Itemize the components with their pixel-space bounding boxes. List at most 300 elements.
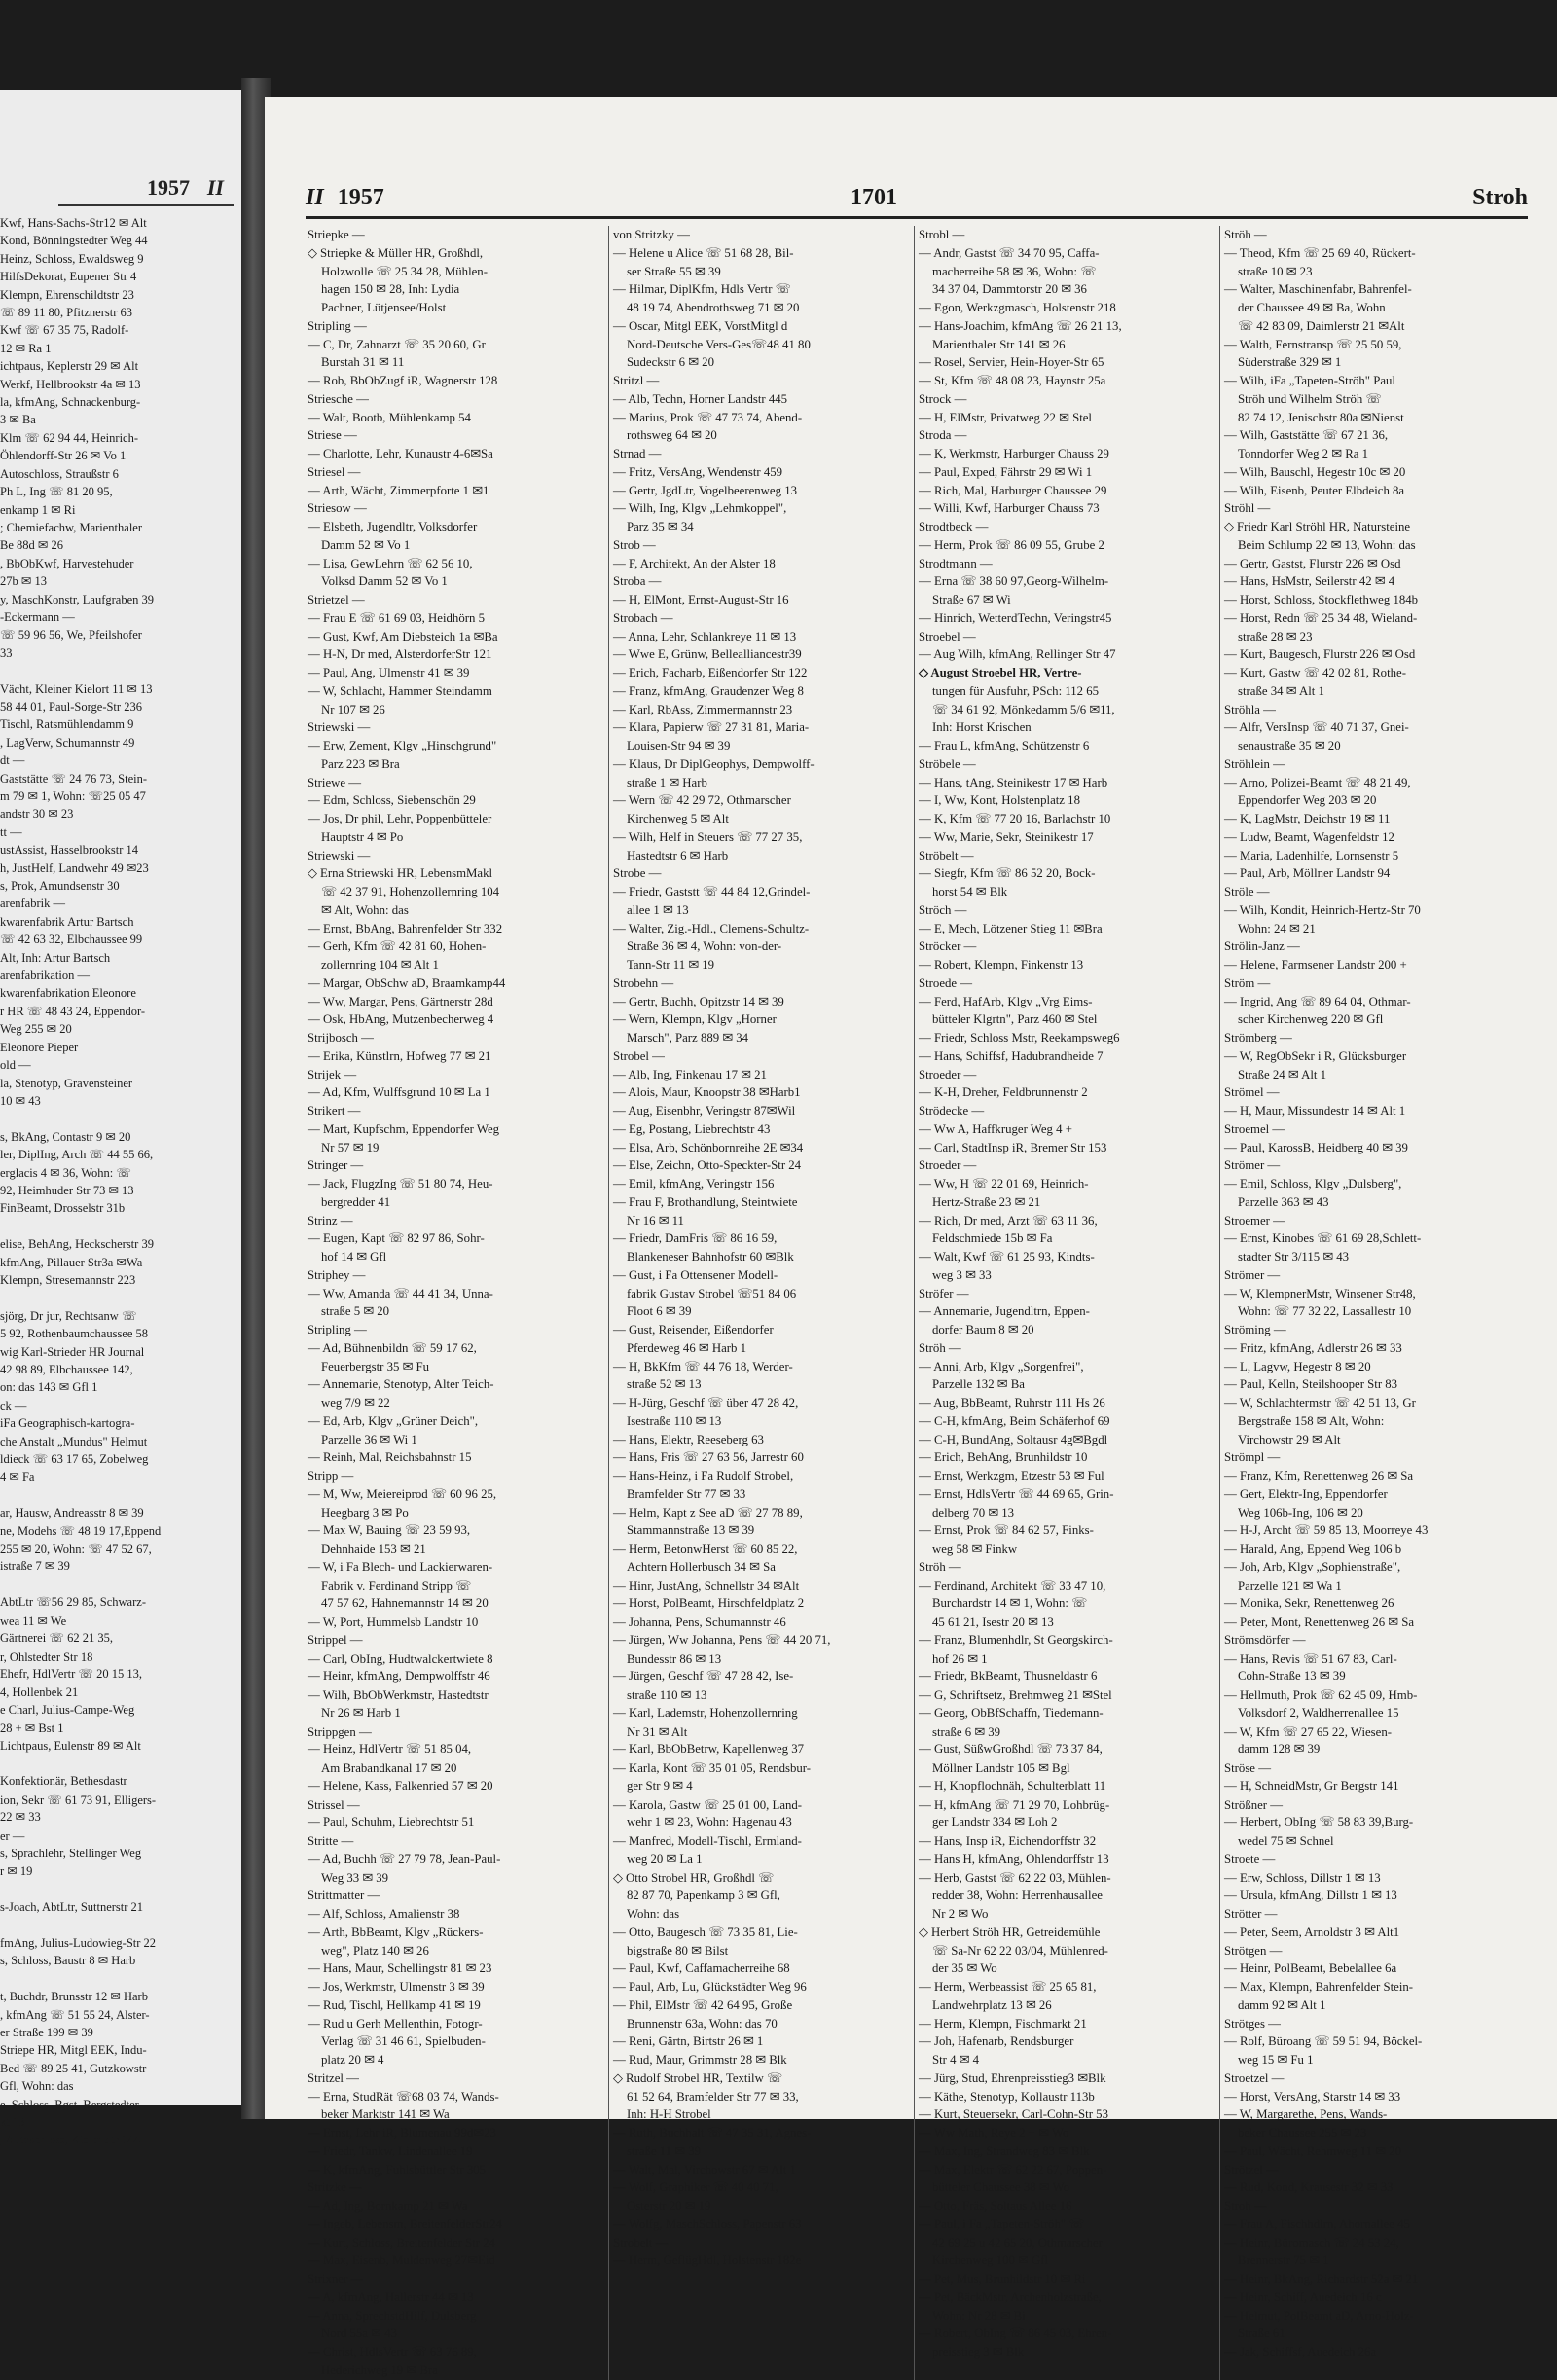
directory-entry: — Wolf, Graphiker ☏ 40 40 71, (613, 2180, 778, 2195)
directory-entry: Nr 57 ✉ 19 (321, 1140, 380, 1154)
previous-page-line: Be 88d ✉ 26 (0, 538, 63, 553)
directory-entry: — Kurt, Schloss, Breitenfelder Str 24 (308, 2235, 495, 2250)
previous-page-line: tt — (0, 824, 22, 839)
surname-heading: Strixner — (308, 2272, 364, 2286)
surname-heading: Stritzke — (308, 2180, 362, 2195)
directory-entry: — Andr, Gastst ☏ 34 70 95, Caffa- (919, 245, 1100, 260)
previous-page-line: arenfabrik — (0, 897, 65, 911)
previous-page-line: ion, Sekr ☏ 61 73 91, Elligers- (0, 1792, 157, 1807)
directory-entry: — Ww Math, Reye 2 + ✉ Wo (919, 2126, 1069, 2140)
directory-entry: — W, Port, Hummelsb Landstr 10 (308, 1615, 479, 1629)
directory-entry: Nord 55a ✉ 43 (321, 2326, 397, 2341)
directory-entry: — Arth, Wächt, Zimmerpforte 1 ✉1 (308, 483, 489, 497)
surname-heading: Strinz — (308, 1213, 353, 1227)
directory-entry: — Herbert, ObIng ☏ 58 83 39,Burg- (1224, 1815, 1414, 1830)
directory-entry: Dehnhaide 153 ✉ 21 (321, 1542, 426, 1556)
directory-entry: Wohn: 24 ✉ 21 (1238, 921, 1316, 935)
directory-entry: — Frau A, Fischhdlrn, Ahornallee 45 (1224, 2216, 1410, 2231)
previous-page-line (0, 1110, 234, 1127)
directory-entry: — Erika, Künstlrn, Hofweg 77 ✉ 21 (308, 1048, 491, 1063)
directory-entry: — E, Mech, Lötzener Stieg 11 ✉Bra (919, 921, 1103, 935)
directory-entry: — Max W, Bauing ☏ 23 59 93, (308, 1523, 471, 1538)
directory-entry: preisstieg 3 ✉ Blk (932, 2345, 1025, 2359)
directory-entry: — K-H, Dreher, Feldbrunnenstr 2 (919, 1085, 1088, 1100)
directory-entry: beker Chaussee 255 ✉ 23 (1238, 2126, 1367, 2140)
directory-entry: — Walt, Bootb, Mühlenkamp 54 (308, 410, 471, 424)
surname-heading: Strömel — (1224, 1085, 1280, 1100)
directory-entry: — H-J, Archt ☏ 59 85 13, Moorreye 43 (1224, 1523, 1429, 1538)
directory-entry: — I, Ww, Kont, Holstenplatz 18 (919, 793, 1080, 808)
previous-page-line: 58 44 01, Paul-Sorge-Str 236 (0, 699, 142, 714)
previous-page-line: h, JustHelf, Landwehr 49 ✉23 (0, 860, 149, 875)
previous-page-line: Kond, Bönningstedter Weg 44 (0, 234, 148, 248)
directory-entry: — Otto, Fräs, Soltaus Allee 16 (919, 2199, 1072, 2213)
directory-entry: — M, Ww, Meiereiprod ☏ 60 96 25, (308, 1486, 497, 1501)
directory-entry: weg 20 ✉ La 1 (627, 1851, 703, 1866)
surname-heading: Ströse — (1224, 1761, 1271, 1775)
directory-entry: — Max, Eisenb, Muldenweg 27✉Eid (308, 2253, 495, 2268)
previous-page-line: , kfmAng ☏ 51 55 24, Alster- (0, 2007, 150, 2022)
directory-entry: — Kurt, Steuersekr, Carl-Cohn-Str 53 (919, 2107, 1108, 2122)
previous-page-line: ustAssist, Hasselbrookstr 14 (0, 843, 139, 858)
directory-entry: — Peter, Seem, Arnoldstr 3 ✉ Alt1 (1224, 1924, 1400, 1939)
surname-heading: Ströle — (1224, 885, 1270, 898)
directory-entry: — Gertr, Gastst, Flurstr 226 ✉ Osd (1224, 556, 1401, 570)
previous-page-line: 4, Hollenbek 21 (0, 1685, 79, 1700)
directory-entry: Hertz-Straße 23 ✉ 21 (932, 1194, 1041, 1209)
previous-page-line: FinBeamt, Drosselstr 31b (0, 1201, 126, 1216)
previous-page-line: istraße 7 ✉ 39 (0, 1559, 70, 1574)
directory-entry: — Phil, ElMstr ☏ 42 64 95, Große (613, 1997, 793, 2012)
directory-entry: — Franz, kfmAng, Graudenzer Weg 8 (613, 683, 804, 698)
surname-heading: Strodtmann — (919, 556, 993, 570)
directory-entry: 42 69 25 u 42 65 20, Othmarscher (932, 2235, 1103, 2250)
directory-entry: — Monika, Sekr, Renettenweg 26 (1224, 1596, 1394, 1611)
directory-entry: — Fritz, VersAng, Wendenstr 459 (613, 464, 783, 479)
directory-entry: — W, KlempnerMstr, Winsener Str48, (1224, 1286, 1416, 1300)
previous-page (0, 90, 244, 2147)
previous-page-line (0, 1881, 234, 1898)
surname-heading: Strissel — (308, 1797, 360, 1812)
directory-entry: — Helene, Farmsener Landstr 200 + (1224, 958, 1407, 971)
directory-entry: — Ad, Kfm, Wulffsgrund 10 ✉ La 1 (308, 1085, 490, 1100)
directory-entry: — Paul, Wächt, Rehmweg 11 ✉ 20 (1224, 2143, 1402, 2158)
directory-entry: — Ww, Margar, Pens, Gärtnerstr 28d (308, 994, 493, 1008)
previous-page-line: arenfabrikation — (0, 969, 90, 983)
surname-heading: Strittmatter — (308, 1888, 380, 1903)
directory-entry: — Wwe E, Grünw, Bellealliancestr39 (613, 647, 802, 662)
directory-entry: — Hinrich, WetterdTechn, Veringstr45 (919, 610, 1112, 625)
directory-entry: — Gert, Elektr-Ing, Eppendorfer (1224, 1486, 1388, 1501)
previous-page-line: Striepe HR, Mitgl EEK, Indu- (0, 2043, 147, 2058)
directory-entry: — Otto, Baugesch ☏ 73 35 81, Lie- (613, 1924, 798, 1939)
directory-entry: — Helene, Kass, Falkenried 57 ✉ 20 (308, 1778, 493, 1793)
directory-entry: Str 4 ✉ 4 (932, 2053, 980, 2067)
directory-entry: Burchardstr 14 ✉ 1, Wohn: ☏ (932, 1596, 1088, 1611)
directory-entry: — Johanna, Pens, Schumannstr 46 (613, 1615, 786, 1629)
surname-heading: Strößner — (1224, 1797, 1284, 1812)
directory-entry: — Herb, Gastst ☏ 62 22 03, Mühlen- (919, 1870, 1111, 1885)
surname-heading: Stripp — (308, 1469, 354, 1483)
header-left (306, 185, 384, 211)
previous-page-line: elise, BehAng, Heckscherstr 39 (0, 1237, 154, 1252)
previous-page-line: 27b ✉ 13 (0, 574, 47, 589)
previous-page-line: 255 ✉ 20, Wohn: ☏ 47 52 67, (0, 1542, 152, 1556)
previous-page-header (58, 175, 234, 206)
directory-entry: — Paul, Arb, Möllner Landstr 94 (1224, 866, 1391, 881)
directory-entry: — Peter, Mont, Renettenweg 26 ✉ Sa (1224, 1615, 1415, 1629)
directory-entry: — Kurt, Gastw ☏ 42 02 81, Rothe- (1224, 666, 1406, 679)
previous-page-line: la, kfmAng, Schnackenburg- (0, 395, 141, 410)
column-2 (609, 226, 915, 2380)
surname-heading: Strodtbeck — (919, 520, 989, 533)
directory-entry: — Jos, Werkmstr, Ulmenstr 3 ✉ 39 (308, 1980, 485, 1994)
directory-entry: — Hans, Schiffsf, Hadubrandheide 7 (919, 1048, 1104, 1063)
directory-entry: — Paul, KarossB, Heidberg 40 ✉ 39 (1224, 1140, 1408, 1154)
directory-entry: — Marius, Prok ☏ 47 73 74, Abend- (613, 410, 803, 424)
directory-entry: Brunnenstr 63a, Wohn: das 70 (627, 2016, 778, 2031)
directory-entry: — Ernst, Lehr iR, Blumenau 99d✉23 (308, 2126, 496, 2140)
previous-page-line: iFa Geographisch-kartogra- (0, 1416, 135, 1431)
previous-page-line: 33 (0, 645, 13, 660)
directory-entry: — Wolfg, MaschSchloss, Papenstr 63 (613, 2216, 802, 2231)
directory-entry: ser Straße 55 ✉ 39 (627, 264, 721, 278)
previous-page-line: old — (0, 1058, 31, 1073)
surname-heading: Strobach — (613, 610, 673, 625)
directory-entry: hof 14 ✉ Gfl (321, 1250, 387, 1263)
previous-page-line: e Charl, Julius-Campe-Weg (0, 1703, 135, 1717)
surname-heading: Striese — (308, 428, 357, 443)
directory-entry: delberg 70 ✉ 13 (932, 1505, 1015, 1520)
surname-heading: Ströh — (919, 1340, 961, 1355)
previous-page-line: che Anstalt „Mundus" Helmut (0, 1434, 148, 1448)
directory-entry: — Gust, Reisender, Eißendorfer (613, 1323, 774, 1336)
previous-page-line: HilfsDekorat, Eupener Str 4 (0, 270, 137, 284)
surname-heading: Strötgen — (1224, 1943, 1283, 1958)
directory-entry: Eppendorfer Weg 203 ✉ 20 (1238, 793, 1377, 808)
directory-entry: — Ludw, Beamt, Wagenfeldstr 12 (1224, 829, 1394, 844)
directory-entry: Nr 31 ✉ Alt (627, 1724, 688, 1739)
previous-page-line: s-Joach, AbtLtr, Suttnerstr 21 (0, 1900, 144, 1915)
directory-entry: — Paul, Exped, Fährstr 29 ✉ Wi 1 (919, 464, 1093, 479)
surname-heading: Stroede — (919, 975, 973, 990)
directory-entry: — Margar, ObSchw aD, Braamkamp44 (308, 975, 506, 990)
directory-entry: weg", Platz 140 ✉ 26 (321, 1943, 429, 1958)
directory-entry: — K, Werkmstr, Harburger Chauss 29 (919, 447, 1109, 460)
directory-entry: — Frau L, kfmAng, Schützenstr 6 (919, 739, 1090, 752)
previous-page-line: Gaststätte ☏ 24 76 73, Stein- (0, 771, 148, 786)
directory-entry: — Paul, Kwf, Caffamacherreihe 68 (613, 1961, 790, 1976)
directory-entry: Marsch", Parz 889 ✉ 34 (627, 1031, 749, 1044)
surname-heading: Ströbelt — (919, 848, 974, 862)
previous-page-line: Öhlendorff-Str 26 ✉ Vo 1 (0, 449, 127, 463)
surname-heading: Stroeder — (919, 1158, 977, 1173)
directory-entry: — Annemarie, Jugendltrn, Eppen- (919, 1304, 1090, 1319)
directory-entry: — Hans, tAng, Steinikestr 17 ✉ Harb (919, 775, 1108, 789)
directory-entry: — A, kfmAng, Hallerstr 44 ✉ 13 (308, 2289, 474, 2304)
directory-entry: — Fritz, kfmAng, Adlerstr 26 ✉ 33 (1224, 1340, 1402, 1355)
directory-entry: — Alf, Schloss, Amalienstr 38 (308, 1907, 460, 1921)
directory-entry: ☏ 42 37 91, Hohenzollernring 104 (321, 885, 500, 898)
directory-entry: — Christ, HdlsVertr ☏ 63 76 89, (308, 2345, 477, 2359)
directory-entry: — Ferdinand, Architekt ☏ 33 47 10, (919, 1578, 1106, 1593)
directory-entry: — Jürg, Stud, Ehrenpreisstieg3 ✉Blk (919, 2070, 1106, 2085)
running-keyword: Stroh (1472, 185, 1528, 210)
directory-entry: — Herm, Werbeassist ☏ 25 65 81, (919, 1980, 1097, 1994)
directory-entry: — Hans H, kfmAng, Ohlendorffstr 13 (919, 1851, 1109, 1866)
surname-heading: Striesche — (308, 391, 369, 406)
surname-heading: Strobel — (613, 1048, 665, 1063)
surname-heading: Strijbosch — (308, 1031, 374, 1044)
previous-page-line: fmAng, Julius-Ludowieg-Str 22 (0, 1936, 157, 1950)
directory-entry: Parz 223 ✉ Bra (321, 756, 400, 771)
directory-entry: — K, Kfm ☏ 77 20 16, Barlachstr 10 (919, 812, 1111, 825)
previous-page-line: Weg 255 ✉ 20 (0, 1022, 72, 1037)
directory-entry: — Herm, BetonwHerst ☏ 60 85 22, (613, 1542, 798, 1556)
surname-heading: Strijek — (308, 1067, 357, 1081)
directory-entry: — Arno, Polizei-Beamt ☏ 48 21 49, (1224, 775, 1411, 789)
directory-entry: — W, Margarethe, Pens, Wands- (1224, 2107, 1388, 2122)
directory-entry: — Wilh, Eisenb, Peuter Elbdeich 8a (1224, 483, 1405, 497)
directory-entry: Süderstraße 329 ✉ 1 (1238, 355, 1342, 370)
surname-heading: Strödecke — (919, 1104, 985, 1117)
previous-page-line: Alt, Inh: Artur Bartsch (0, 950, 111, 965)
surname-heading: Strnad — (613, 447, 662, 460)
directory-entry: Wohn: das (627, 1907, 680, 1921)
directory-entry: wedel 75 ✉ Schnel (1238, 1834, 1334, 1848)
directory-entry: Bundesstr 86 ✉ 13 (627, 1651, 722, 1666)
directory-entry: Fabrik v. Ferdinand Stripp ☏ (321, 1578, 472, 1593)
surname-heading: Ströbele — (919, 756, 976, 771)
directory-entry: ◇ Friedr Karl Ströhl HR, Natursteine (1224, 520, 1411, 533)
directory-entry: — Ww, Amanda ☏ 44 41 34, Unna- (308, 1286, 493, 1300)
directory-entry: ger Landstr 334 ✉ Loh 2 (932, 1815, 1058, 1830)
directory-entry: weg 3 ✉ 33 (932, 1267, 992, 1282)
directory-entry: — F, Architekt, An der Alster 18 (613, 556, 776, 570)
directory-entry: — Anna, Lehr, Schlankreye 11 ✉ 13 (613, 629, 797, 643)
directory-entry: — Georg, ObBfSchaffn, Tiedemann- (919, 1705, 1104, 1720)
directory-entry: — Theod, Kfm ☏ 25 69 40, Rückert- (1224, 245, 1416, 260)
directory-entry: — Alois, Maur, Knoopstr 38 ✉Harb1 (613, 1085, 801, 1100)
directory-entry: 82 87 70, Papenkamp 3 ✉ Gfl, (627, 1888, 780, 1903)
directory-entry: — Karl, RbAss, Zimmermannstr 23 (613, 702, 793, 716)
directory-entry: — Alfr, VersInsp ☏ 40 71 37, Gnei- (1224, 720, 1409, 735)
directory-entry: — Wilh, Kondit, Heinrich-Hertz-Str 70 (1224, 902, 1421, 917)
directory-entry: — Max, Klempn, Bahrenfelder Stein- (1224, 1980, 1414, 1994)
directory-entry: — Heinz, HdlVertr ☏ 51 85 04, (308, 1742, 472, 1757)
surname-heading: Ströh — (919, 1559, 961, 1574)
directory-entry: Feuerbergstr 35 ✉ Fu (321, 1359, 430, 1373)
directory-entry: macherreihe 58 ✉ 36, Wohn: ☏ (932, 264, 1097, 278)
header-roman: II (306, 185, 324, 210)
directory-entry: — Arth, BbBeamt, Klgv „Rückers- (308, 1924, 484, 1939)
directory-entry: — Rud, Kond, Krausestr 32 ✉ 33 (1224, 2180, 1394, 2195)
directory-entry: — Friedr, Gaststt ☏ 44 84 12,Grindel- (613, 885, 811, 898)
directory-entry: — Siegfr, Kfm ☏ 86 52 20, Bock- (919, 866, 1096, 881)
directory-entry: — Wilh, iFa „Tapeten-Ströh" Paul (1224, 374, 1395, 387)
directory-entry: Bramfelder Str 77 ✉ 33 (627, 1486, 746, 1501)
directory-entry: — Friedr, BkBeamt, Thusneldastr 6 (919, 1669, 1098, 1684)
directory-entry: ◇ Rudolf Strobel HR, Textilw ☏ (613, 2070, 783, 2085)
surname-heading: Stritte — (308, 1834, 354, 1848)
previous-page-line (0, 1289, 234, 1306)
previous-page-line: 22 ✉ 33 (0, 1811, 41, 1825)
previous-page-line: 5 92, Rothenbaumchaussee 58 (0, 1327, 149, 1341)
directory-entry: — Karla, Kont ☏ 35 01 05, Rendsbur- (613, 1761, 812, 1775)
directory-entry: ☏ 34 61 92, Mönkedamm 5/6 ✉11, (932, 702, 1115, 716)
directory-entry: — H-N, Dr med, AlsterdorferStr 121 (308, 647, 492, 662)
directory-entry: — Hans, HsMstr, Seilerstr 42 ✉ 4 (1224, 574, 1395, 589)
directory-entry: — W, Schlachtermstr ☏ 42 51 13, Gr (1224, 1396, 1416, 1410)
directory-entry: bergredder 41 (321, 1194, 391, 1209)
directory-entry: — Hans, Revis ☏ 51 67 83, Carl- (1224, 1651, 1397, 1666)
directory-entry: — Rud, Maur, Grimmstr 28 ✉ Blk (613, 2053, 787, 2067)
directory-entry: — Hinr, JustAng, Schnellstr 34 ✉Alt (613, 1578, 800, 1593)
directory-entry: — Ernst, Werkzgm, Etzestr 53 ✉ Ful (919, 1469, 1104, 1483)
directory-entry: — Klara, Papierw ☏ 27 31 81, Maria- (613, 720, 810, 735)
previous-page-line: wig Karl-Strieder HR Journal (0, 1344, 145, 1359)
previous-page-roman: II (206, 175, 224, 200)
header-year: 1957 (337, 185, 384, 210)
directory-entry: straße 5 ✉ 20 (321, 1304, 390, 1319)
directory-entry: — Klaus, Dr DiplGeophys, Dempwolff- (613, 756, 815, 771)
surname-heading: Stroetzel — (1224, 2070, 1285, 2085)
directory-entry: — Oscar, Mitgl EEK, VorstMitgl d (613, 318, 788, 333)
previous-page-line (0, 1755, 234, 1773)
surname-heading: Strikert — (308, 1104, 361, 1117)
column-1 (304, 226, 609, 2380)
previous-page-line: e, Schloss, Bgst, Bergstedter (0, 2097, 139, 2111)
directory-page (265, 97, 1557, 2377)
directory-entry: — Aug Wilh, kfmAng, Rellinger Str 47 (919, 647, 1116, 662)
surname-heading: von Stritzky — (613, 228, 690, 241)
directory-entry: Wohn: ☏ 77 32 22, Lassallestr 10 (1238, 1304, 1412, 1319)
directory-entry: — Lisa, GewLehrn ☏ 62 56 10, (308, 556, 473, 570)
directory-entry: — Rich, Dr med, Arzt ☏ 63 11 36, (919, 1213, 1098, 1227)
directory-entry: — Eugen, Kapt ☏ 82 97 86, Sohr- (308, 1231, 485, 1246)
directory-entry: — Carl, ObIng, Hudtwalckertwiete 8 (308, 1651, 493, 1666)
directory-entry: weg 15 ✉ Fu 1 (1238, 2053, 1314, 2067)
directory-entry: — G, Schriftsetz, Brehmweg 21 ✉Stel (919, 1688, 1112, 1702)
directory-entry: Isestraße 110 ✉ 13 (627, 1413, 722, 1428)
directory-entry: — Hans-Heinz, i Fa Rudolf Strobel, (613, 1469, 794, 1483)
directory-entry: — Robert, Klempn, Finkenstr 13 (919, 958, 1084, 971)
directory-entry: — Walter, Maschinenfabr, Bahrenfel- (1224, 282, 1412, 297)
previous-page-line: Tischl, Ratsmühlendamm 9 (0, 717, 134, 732)
directory-entry: — Joh, Arb, Klgv „Sophienstraße", (1224, 1559, 1401, 1574)
directory-entry: Weg 33 ✉ 39 (321, 1870, 389, 1885)
previous-page-line: er Straße 199 ✉ 39 (0, 2026, 93, 2040)
previous-page-line: dt — (0, 753, 25, 768)
previous-page-line: kfmAng, Pillauer Str3a ✉Wa (0, 1255, 143, 1269)
directory-entry: — Horst, Redn ☏ 25 34 48, Wieland- (1224, 610, 1418, 625)
directory-entry: Hastedtstr 6 ✉ Harb (627, 848, 729, 862)
previous-page-line: r HR ☏ 48 43 24, Eppendor- (0, 1004, 146, 1018)
surname-heading: Strietzel — (308, 593, 365, 606)
directory-entry: — Friedr, DamFris ☏ 86 16 59, (613, 1231, 778, 1246)
directory-entry: — Herm, GeflügHdl, Holstenstr 182e (613, 2253, 802, 2268)
directory-entry: — Frau E ☏ 61 69 03, Heidhörn 5 (308, 610, 485, 625)
previous-page-line (0, 1576, 234, 1593)
previous-page-line: s, BkAng, Contastr 9 ✉ 20 (0, 1129, 131, 1144)
previous-page-line: Ehefr, HdlVertr ☏ 20 15 13, (0, 1666, 143, 1681)
directory-entry: — Ernst, HdlsVertr ☏ 44 69 65, Grin- (919, 1486, 1114, 1501)
directory-entry: — Emil, Schloss, Klgv „Dulsberg", (1224, 1177, 1402, 1190)
previous-page-line: Heinz, Schloss, Ewaldsweg 9 (0, 251, 144, 266)
previous-page-line: r, Ohlstedter Str 18 (0, 1649, 93, 1664)
directory-entry: fabrik Gustav Strobel ☏51 84 06 (627, 1286, 797, 1300)
directory-entry: — Ernst, BbAng, Bahrenfelder Str 332 (308, 921, 503, 935)
surname-heading: Stripling — (308, 318, 367, 333)
previous-page-line: AbtLtr ☏56 29 85, Schwarz- (0, 1595, 146, 1610)
directory-entry: Nr 26 ✉ Harb 1 (321, 1705, 401, 1720)
directory-entry: Nr 16 ✉ 11 (627, 1213, 684, 1227)
previous-page-line: ☏ 89 11 80, Pfitznerstr 63 (0, 306, 132, 320)
directory-entry: Hauptstr 4 ✉ Po (321, 829, 404, 844)
previous-page-line: 3 ✉ Ba (0, 413, 36, 427)
directory-entry: senaustraße 35 ✉ 20 (1238, 739, 1341, 752)
directory-entry: — Wilh, Ing, Klgv „Lehmkoppel", (613, 501, 787, 516)
directory-entry: Straße 67 ✉ Wi (932, 593, 1011, 606)
previous-page-line: t, Buchdr, Brunsstr 12 ✉ Harb (0, 1990, 148, 2004)
surname-heading: Stroba — (613, 574, 662, 589)
directory-entry: — Gust, i Fa Ottensener Modell- (613, 1267, 778, 1282)
directory-entry: — H, Maur, Missundestr 14 ✉ Alt 1 (1224, 1104, 1406, 1117)
directory-entry: — Erna, StudRät ☏68 03 74, Wands- (308, 2089, 499, 2104)
directory-entry: — Ingeb, Lebensm, BreitenfelderStr24 (308, 2216, 503, 2231)
directory-entry: 82 74 12, Jenischstr 80a ✉Nienst (1238, 410, 1404, 424)
previous-page-line: Klempn, Stresemannstr 223 (0, 1272, 136, 1287)
surname-heading: Strömsdörfer — (1224, 1632, 1306, 1647)
directory-entry: Kirchenweg 100 ✉ Gfl (932, 2253, 1049, 2268)
directory-entry: Volksdorf 2, Waldherrenallee 15 (1238, 1705, 1399, 1720)
directory-entry: Marienthaler Str 141 ✉ 26 (932, 337, 1066, 351)
directory-entry: Tann-Str 11 ✉ 19 (627, 958, 715, 971)
surname-heading: Stroda — (919, 428, 967, 443)
previous-page-line: s, Schloss, Baustr 8 ✉ Harb (0, 1954, 136, 1968)
directory-entry: — Herm, Prok ☏ 86 09 55, Grube 2 (919, 537, 1104, 552)
directory-entry: wehr 1 ✉ 23, Wohn: Hagenau 43 (627, 1815, 792, 1830)
directory-entry: — Max, Elektr ☏ 62 22 67, Poppen- (919, 2162, 1107, 2177)
previous-page-line: y, MaschKonstr, Laufgraben 39 (0, 592, 155, 606)
directory-entry: 45 61 21, Isestr 20 ✉ 13 (932, 1615, 1054, 1629)
directory-entry: — Horst, VersAng, Starstr 14 ✉ 33 (1224, 2089, 1401, 2104)
directory-entry: Straße 24 ✉ Alt 1 (1238, 1067, 1327, 1081)
directory-entry: — W, Kfm ☏ 27 65 22, Wiesen- (1224, 1724, 1393, 1739)
previous-page-line: Bed ☏ 89 25 41, Gutzkowstr (0, 2061, 147, 2075)
surname-heading: Strölin-Janz — (1224, 939, 1300, 954)
previous-page-line: wea 11 ✉ We (0, 1613, 67, 1628)
directory-entry: — Erw, Zement, Klgv „Hinschgrund" (308, 739, 497, 752)
surname-heading: Striewski — (308, 848, 371, 862)
directory-entry: — Franz, Blumenhdlr, St Georgskirch- (919, 1632, 1113, 1647)
previous-page-line: ne, Modehs ☏ 48 19 17,Eppend (0, 1523, 162, 1538)
directory-entry: der Chaussee 49 ✉ Ba, Wohn (1238, 301, 1386, 314)
directory-entry: — Ruth, Buchhalt ☏ 47 35 31, Agnes- (613, 2126, 812, 2140)
directory-entry: — Wilh, Helf in Steuers ☏ 77 27 35, (613, 829, 803, 844)
page-header (306, 183, 1528, 219)
previous-page-line: erglacis 4 ✉ 36, Wohn: ☏ (0, 1165, 132, 1180)
directory-entry: straße 28 ✉ 23 (1238, 629, 1313, 643)
directory-entry: — Rud, Tischl, Hellkamp 41 ✉ 19 (308, 1997, 481, 2012)
directory-entry: — Rob, BbObZugf iR, Wagnerstr 128 (308, 374, 498, 387)
directory-entry: — Rich, Mal, Harburger Chaussee 29 (919, 483, 1107, 497)
directory-entry: damm 128 ✉ 39 (1238, 1742, 1321, 1757)
directory-entry: — Reinh, Mal, Reichsbahnstr 15 (308, 1450, 472, 1465)
directory-entry: Sudeckstr 6 ✉ 20 (627, 355, 714, 370)
directory-entry: — Ww A, Haffkruger Weg 4 + (919, 1121, 1072, 1136)
surname-heading: Stroete — (1224, 1851, 1276, 1866)
